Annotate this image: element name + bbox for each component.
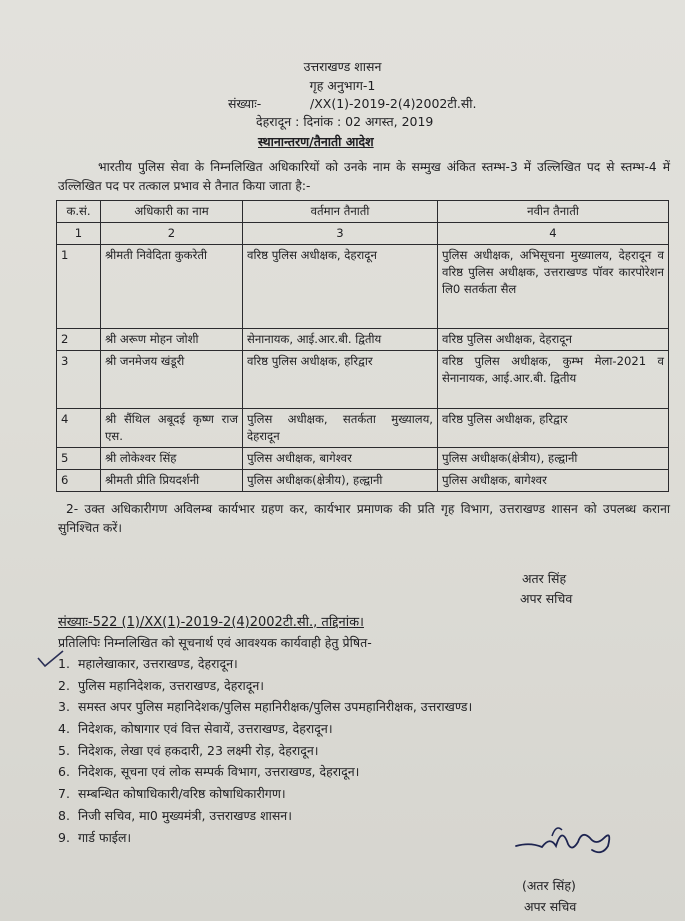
- list-item: 3. समस्त अपर पुलिस महानिदेशक/पुलिस महानिरीक्षक/पुलिस उपमहानिरीक्षक, उत्तराखण्ड।: [58, 699, 473, 715]
- copy-to-line: प्रतिलिपिः निम्नलिखित को सूचनार्थ एवं आवश्यक कार्यवाही हेतु प्रेषित-: [58, 635, 372, 650]
- row-sn: 6: [57, 470, 101, 492]
- distribution-list: [58, 655, 472, 850]
- row-new: पुलिस अधीक्षक(क्षेत्रीय), हल्द्वानी: [438, 448, 669, 470]
- section-title: गृह अनुभाग-1: [309, 78, 376, 93]
- table-row: [57, 329, 669, 351]
- row-new: वरिष्ठ पुलिस अधीक्षक, हरिद्वार: [438, 409, 669, 448]
- row-new: वरिष्ठ पुलिस अधीक्षक, कुम्भ मेला-2021 व सेनानायक, आई.आर.बी. द्वितीय: [438, 351, 669, 409]
- list-item: 1. महालेखाकार, उत्तराखण्ड, देहरादून।: [58, 656, 238, 671]
- signatory2-designation: अपर सचिव: [524, 899, 577, 914]
- header-sn: क.सं.: [57, 201, 101, 223]
- list-item: 5. निदेशक, लेखा एवं हकदारी, 23 लक्ष्मी रोड़, देहरादून।: [58, 742, 319, 758]
- colnum-4: 4: [438, 223, 669, 245]
- intro-paragraph: भारतीय पुलिस सेवा के निम्नलिखित अधिकारियों को उनके नाम के सम्मुख अंकित स्तम्भ-3 में उल्लिखित पद से स्तम्भ-4 में उल्लिखित पद पर तत्काल प्रभाव से तैनात किया जाता है:-: [58, 160, 670, 193]
- row-sn: 2: [57, 329, 101, 351]
- row-new: पुलिस अधीक्षक, बागेश्वर: [438, 470, 669, 492]
- row-current: वरिष्ठ पुलिस अधीक्षक, देहरादून: [243, 245, 438, 329]
- endorsement-number: संख्याः-522 (1)/XX(1)-2019-2(4)2002टी.सी., तद्दिनांक।: [58, 615, 364, 630]
- colnum-3: 3: [243, 223, 438, 245]
- order-number-label: संख्याः-: [228, 96, 262, 111]
- row-new: वरिष्ठ पुलिस अधीक्षक, देहरादून: [438, 329, 669, 351]
- instruction-paragraph: 2- उक्त अधिकारीगण अविलम्ब कार्यभार ग्रहण कर, कार्यभार प्रमाणक की प्रति गृह विभाग, उत्तराखण्ड शासन को उपलब्ध कराना सुनिश्चित करें।: [58, 502, 670, 535]
- row-name: श्री अरूण मोहन जोशी: [101, 329, 243, 351]
- row-sn: 5: [57, 448, 101, 470]
- row-new: पुलिस अधीक्षक, अभिसूचना मुख्यालय, देहरादून व वरिष्ठ पुलिस अधीक्षक, उत्तराखण्ड पॉवर कारपोरेशन लि0 सतर्कता सैल: [438, 245, 669, 329]
- list-item: 7. सम्बन्धित कोषाधिकारी/वरिष्ठ कोषाधिकारीगण।: [58, 786, 286, 802]
- table-row: [57, 470, 669, 492]
- govt-title: उत्तराखण्ड शासन: [303, 59, 382, 74]
- header-new: नवीन तैनाती: [438, 201, 669, 223]
- row-name: श्री जनमेजय खंडूरी: [101, 351, 243, 409]
- handwritten-signature: [512, 816, 622, 864]
- row-name: श्री लोकेश्वर सिंह: [101, 448, 243, 470]
- row-current: पुलिस अधीक्षक, बागेश्वर: [243, 448, 438, 470]
- place-date: देहरादून : दिनांक : 02 अगस्त, 2019: [256, 114, 434, 129]
- row-name: श्री सैंथिल अबूदई कृष्ण राज एस.: [101, 409, 243, 448]
- table-row: [57, 245, 669, 329]
- signatory-name: अतर सिंह: [522, 571, 567, 586]
- row-sn: 1: [57, 245, 101, 329]
- header-name: अधिकारी का नाम: [101, 201, 243, 223]
- list-item: 9. गार्ड फाईल।: [58, 829, 132, 845]
- header-current: वर्तमान तैनाती: [243, 201, 438, 223]
- colnum-2: 2: [101, 223, 243, 245]
- row-current: वरिष्ठ पुलिस अधीक्षक, हरिद्वार: [243, 351, 438, 409]
- subject-line: स्थानान्तरण/तैनाती आदेश: [258, 134, 374, 149]
- list-item: 2. पुलिस महानिदेशक, उत्तराखण्ड, देहरादून।: [58, 677, 265, 693]
- row-name: श्रीमती निवेदिता कुकरेती: [101, 245, 243, 329]
- signatory-designation: अपर सचिव: [520, 591, 573, 606]
- row-current: सेनानायक, आई.आर.बी. द्वितीय: [243, 329, 438, 351]
- signatory2-name: (अतर सिंह): [522, 878, 576, 893]
- column-number-row: [57, 223, 669, 245]
- transfer-table: [56, 200, 669, 492]
- row-current: पुलिस अधीक्षक, सतर्कता मुख्यालय, देहरादून: [243, 409, 438, 448]
- list-item: 8. निजी सचिव, मा0 मुख्यमंत्री, उत्तराखण्ड शासन।: [58, 807, 292, 823]
- table-row: [57, 409, 669, 448]
- order-number: /XX(1)-2019-2(4)2002टी.सी.: [310, 96, 477, 111]
- list-item: 6. निदेशक, सूचना एवं लोक सम्पर्क विभाग, उत्तराखण्ड, देहरादून।: [58, 764, 360, 780]
- row-current: पुलिस अधीक्षक(क्षेत्रीय), हल्द्वानी: [243, 470, 438, 492]
- list-item: 4. निदेशक, कोषागार एवं वित्त सेवायें, उत्तराखण्ड, देहरादून।: [58, 721, 333, 737]
- row-sn: 4: [57, 409, 101, 448]
- table-header-row: [57, 201, 669, 223]
- row-sn: 3: [57, 351, 101, 409]
- table-row: [57, 448, 669, 470]
- row-name: श्रीमती प्रीति प्रियदर्शनी: [101, 470, 243, 492]
- colnum-1: 1: [57, 223, 101, 245]
- table-row: [57, 351, 669, 409]
